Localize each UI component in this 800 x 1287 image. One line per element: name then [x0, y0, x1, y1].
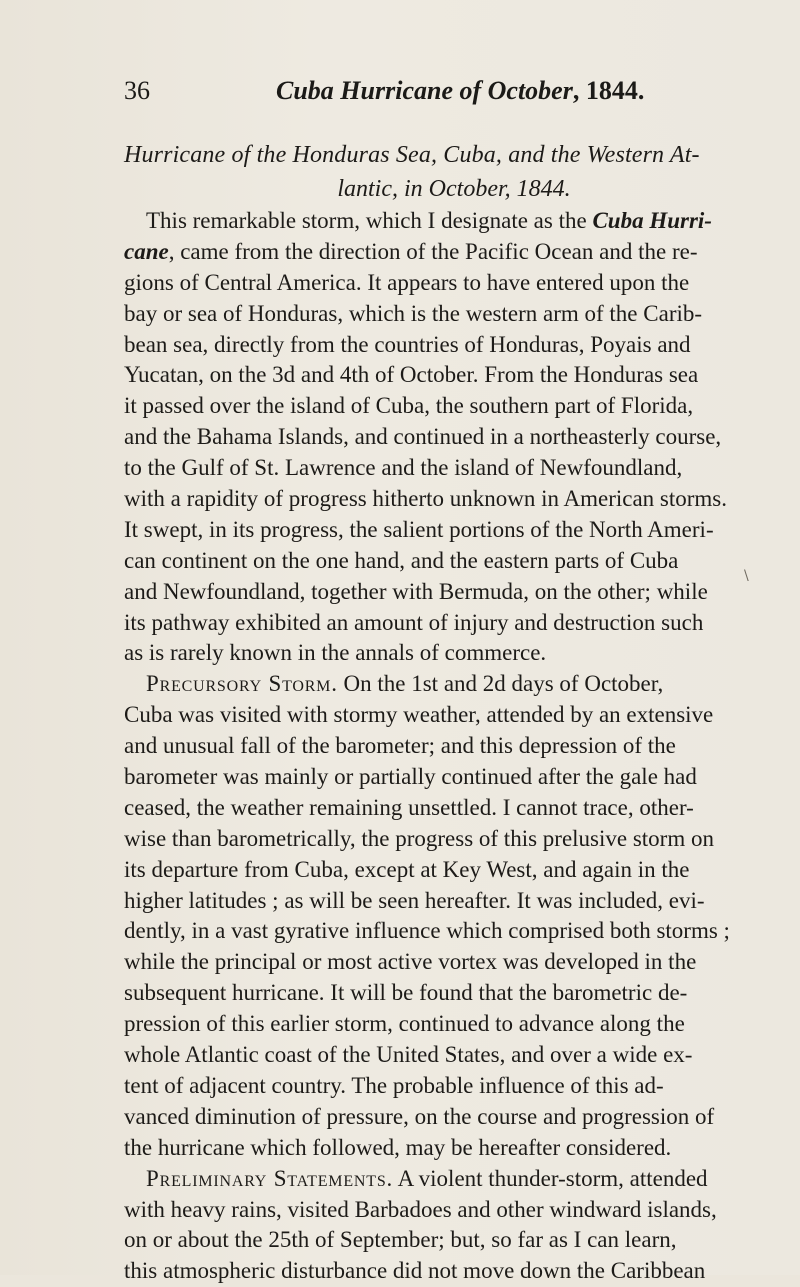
text-line: higher latitudes ; as will be seen hereafter. It was included, evi- — [124, 887, 705, 913]
text-line: Precursory Storm. On the 1st and 2d days of October, — [146, 671, 664, 697]
text-line: Yucatan, on the 3d and 4th of October. From the Honduras sea — [124, 362, 699, 388]
text-line: subsequent hurricane. It will be found that the barometric de- — [124, 980, 688, 1006]
text-line: vanced diminution of pressure, on the course and progression of — [124, 1103, 715, 1129]
text-line: can continent on the one hand, and the eastern parts of Cuba — [124, 547, 679, 573]
text-line: tent of adjacent country. The probable influence of this ad- — [124, 1072, 664, 1098]
running-head-title: Cuba Hurricane of October — [276, 76, 573, 105]
text-line: Cuba was visited with stormy weather, attended by an extensive — [124, 702, 714, 728]
section-title-line-2: lantic, in October, 1844. — [337, 176, 571, 202]
running-head — [276, 76, 644, 106]
text-line: whole Atlantic coast of the United States, and over a wide ex- — [124, 1042, 693, 1068]
margin-mark: \ — [744, 568, 749, 584]
text-line: it passed over the island of Cuba, the southern part of Florida, — [124, 393, 694, 419]
text-line: bean sea, directly from the countries of Honduras, Poyais and — [124, 331, 691, 357]
text-line: with a rapidity of progress hitherto unknown in American storms. — [124, 486, 728, 512]
text-line: and Newfoundland, together with Bermuda, on the other; while — [124, 578, 708, 604]
section-title-line-1: Hurricane of the Honduras Sea, Cuba, and the Western At- — [124, 142, 700, 168]
text-line: wise than barometrically, the progress of this prelusive storm on — [124, 825, 714, 851]
section-title — [124, 138, 792, 206]
text-line: dently, in a vast gyrative influence which comprised both storms ; — [124, 918, 730, 944]
text-line: with heavy rains, visited Barbadoes and other windward islands, — [124, 1196, 717, 1222]
page-header — [124, 76, 800, 116]
emphasis-cuba-hurricane: Cuba Hurri- — [592, 208, 712, 233]
text-line: the hurricane which followed, may be hereafter considered. — [124, 1134, 672, 1160]
text-line: its pathway exhibited an amount of injury and destruction such — [124, 609, 704, 635]
paragraph-heading-preliminary-statements: Preliminary Statements. — [146, 1165, 394, 1191]
text-line: its departure from Cuba, except at Key West, and again in the — [124, 856, 690, 882]
text-line: cane, came from the direction of the Pacific Ocean and the re- — [124, 238, 698, 264]
text-line: as is rarely known in the annals of commerce. — [124, 640, 547, 666]
text-line: This remarkable storm, which I designate as the Cuba Hurri- — [146, 208, 712, 233]
text-line: while the principal or most active vortex was developed in the — [124, 949, 697, 975]
text-line: this atmospheric disturbance did not move down the Caribbean — [124, 1258, 706, 1284]
text-line: and unusual fall of the barometer; and this depression of the — [124, 733, 676, 759]
text-line: ceased, the weather remaining unsettled. I cannot trace, other- — [124, 794, 694, 820]
body-text — [124, 206, 800, 1287]
emphasis-cane: cane — [124, 238, 169, 264]
text-line: on or about the 25th of September; but, so far as I can learn, — [124, 1227, 677, 1253]
text-line: to the Gulf of St. Lawrence and the island of Newfoundland, — [124, 455, 683, 481]
text-line: It swept, in its progress, the salient portions of the North Ameri- — [124, 516, 714, 542]
text-line: gions of Central America. It appears to have entered upon the — [124, 269, 690, 295]
text-line: Preliminary Statements. A violent thunder-storm, attended — [146, 1165, 708, 1191]
text-line: pression of this earlier storm, continued to advance along the — [124, 1011, 685, 1037]
text-line: and the Bahama Islands, and continued in a northeasterly course, — [124, 424, 722, 450]
text-line: bay or sea of Honduras, which is the western arm of the Carib- — [124, 300, 703, 326]
text-line: barometer was mainly or partially continued after the gale had — [124, 764, 697, 790]
paragraph-heading-precursory-storm: Precursory Storm. — [146, 671, 338, 697]
page-number: 36 — [124, 76, 150, 105]
running-head-year: , 1844. — [572, 76, 645, 105]
